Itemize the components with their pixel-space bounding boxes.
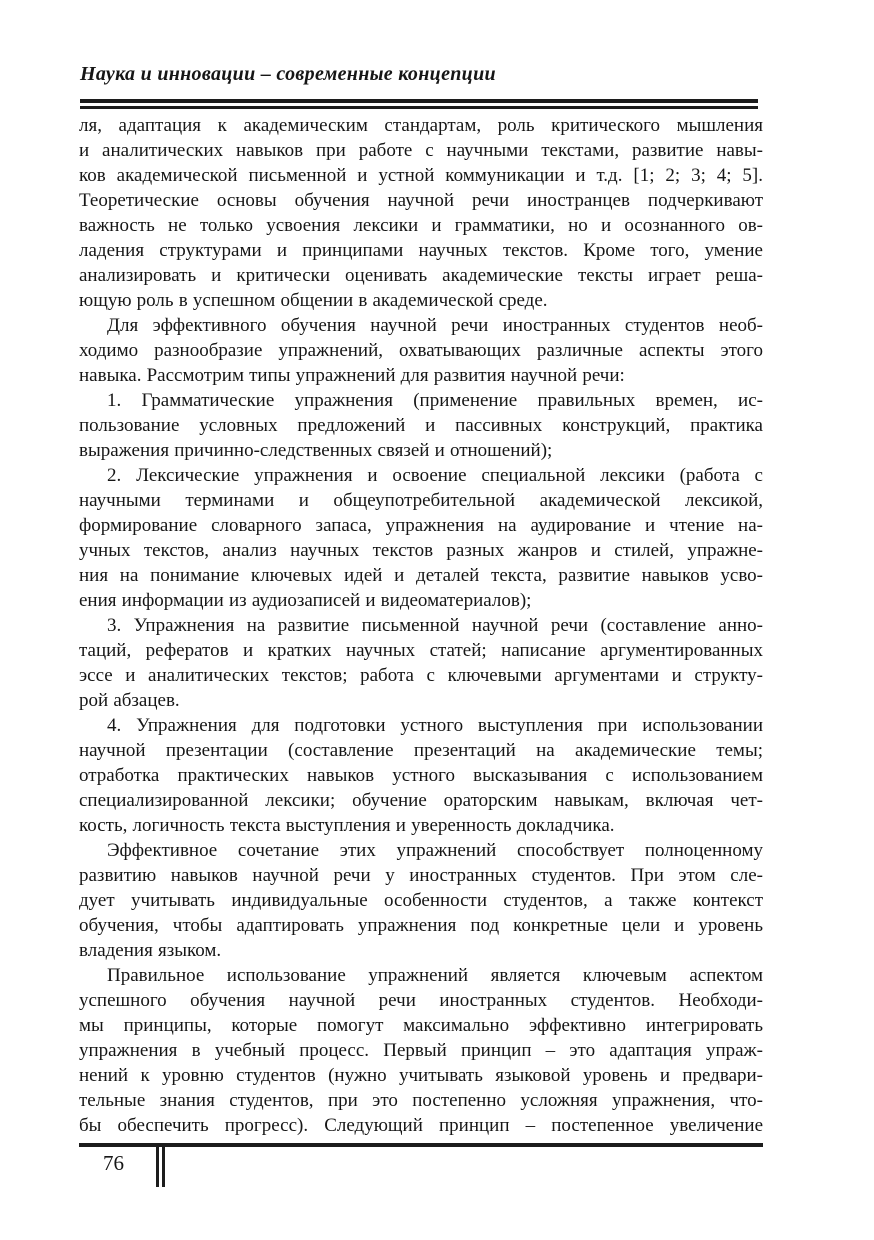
text-line: развитию навыков научной речи у иностранных студентов. При этом сле- <box>79 865 763 886</box>
text-line: пользование условных предложений и пассивных конструкций, практика <box>79 415 763 436</box>
paragraph <box>79 463 763 613</box>
text-line: Эффективное сочетание этих упражнений способствует полноценному <box>107 840 763 861</box>
text-line: научными терминами и общеупотребительной академической лексикой, <box>79 490 763 511</box>
text-line: Для эффективного обучения научной речи иностранных студентов необ- <box>107 315 763 336</box>
text-line: важность не только усвоения лексики и грамматики, но и осознанного ов- <box>79 215 763 236</box>
text-line: учных текстов, анализ научных текстов разных жанров и стилей, упражне- <box>79 540 763 561</box>
text-line: ходимо разнообразие упражнений, охватывающих различные аспекты этого <box>79 340 763 361</box>
text-line: ля, адаптация к академическим стандартам, роль критического мышления <box>79 115 763 136</box>
text-line: бы обеспечить прогресс). Следующий принцип – постепенное увеличение <box>79 1115 763 1136</box>
text-line: Правильное использование упражнений является ключевым аспектом <box>107 965 763 986</box>
text-line: таций, рефератов и кратких научных статей; написание аргументированных <box>79 640 763 661</box>
text-line: анализировать и критически оценивать академические тексты играет реша- <box>79 265 763 286</box>
text-line: тельные знания студентов, при это постепенно усложняя упражнения, что- <box>79 1090 763 1111</box>
paragraph <box>79 388 763 463</box>
paragraph <box>79 963 763 1138</box>
paragraph <box>79 713 763 838</box>
body-text <box>79 113 763 1138</box>
paragraph <box>79 313 763 388</box>
text-line: специализированной лексики; обучение ораторским навыкам, включая чет- <box>79 790 763 811</box>
footer-rule <box>79 1143 763 1147</box>
text-line: формирование словарного запаса, упражнения на аудирование и чтение на- <box>79 515 763 536</box>
text-line: дует учитывать индивидуальные особенности студентов, а также контекст <box>79 890 763 911</box>
text-line: ладения структурами и принципами научных текстов. Кроме того, умение <box>79 240 763 261</box>
text-line: мы принципы, которые помогут максимально эффективно интегрировать <box>79 1015 763 1036</box>
text-line: навыка. Рассмотрим типы упражнений для развития научной речи: <box>79 365 625 386</box>
text-line: 1. Грамматические упражнения (применение правильных времен, ис- <box>107 390 763 411</box>
text-line: Теоретические основы обучения научной речи иностранцев подчеркивают <box>79 190 763 211</box>
text-line: успешного обучения научной речи иностранных студентов. Необходи- <box>79 990 763 1011</box>
text-line: упражнения в учебный процесс. Первый принцип – это адаптация упраж- <box>79 1040 763 1061</box>
text-line: 2. Лексические упражнения и освоение специальной лексики (работа с <box>107 465 763 486</box>
text-line: рой абзацев. <box>79 690 180 711</box>
running-header-title: Наука и инновации – современные концепции <box>80 63 496 85</box>
text-line: научной презентации (составление презентаций на академические темы; <box>79 740 763 761</box>
header-double-rule <box>80 99 758 109</box>
text-line: владения языком. <box>79 940 222 961</box>
text-line: нений к уровню студентов (нужно учитывать языковой уровень и предвари- <box>79 1065 763 1086</box>
page-number: 76 <box>103 1151 124 1175</box>
text-line: отработка практических навыков устного высказывания с использованием <box>79 765 763 786</box>
text-line: эссе и аналитических текстов; работа с ключевыми аргументами и структу- <box>79 665 763 686</box>
text-line: 4. Упражнения для подготовки устного выступления при использовании <box>107 715 763 736</box>
text-line: ения информации из аудиозаписей и видеоматериалов); <box>79 590 532 611</box>
text-line: выражения причинно-следственных связей и отношений); <box>79 440 553 461</box>
text-line: и аналитических навыков при работе с научными текстами, развитие навы- <box>79 140 763 161</box>
text-line: кость, логичность текста выступления и уверенность докладчика. <box>79 815 615 836</box>
text-line: обучения, чтобы адаптировать упражнения под конкретные цели и уровень <box>79 915 763 936</box>
paragraph <box>79 838 763 963</box>
double-bar-mark <box>156 1143 165 1187</box>
text-line: 3. Упражнения на развитие письменной научной речи (составление анно- <box>107 615 763 636</box>
text-line: ния на понимание ключевых идей и деталей текста, развитие навыков усво- <box>79 565 763 586</box>
text-line: ков академической письменной и устной коммуникации и т.д. [1; 2; 3; 4; 5]. <box>79 165 763 186</box>
paragraph <box>79 613 763 713</box>
text-line: ющую роль в успешном общении в академической среде. <box>79 290 548 311</box>
paragraph <box>79 113 763 313</box>
